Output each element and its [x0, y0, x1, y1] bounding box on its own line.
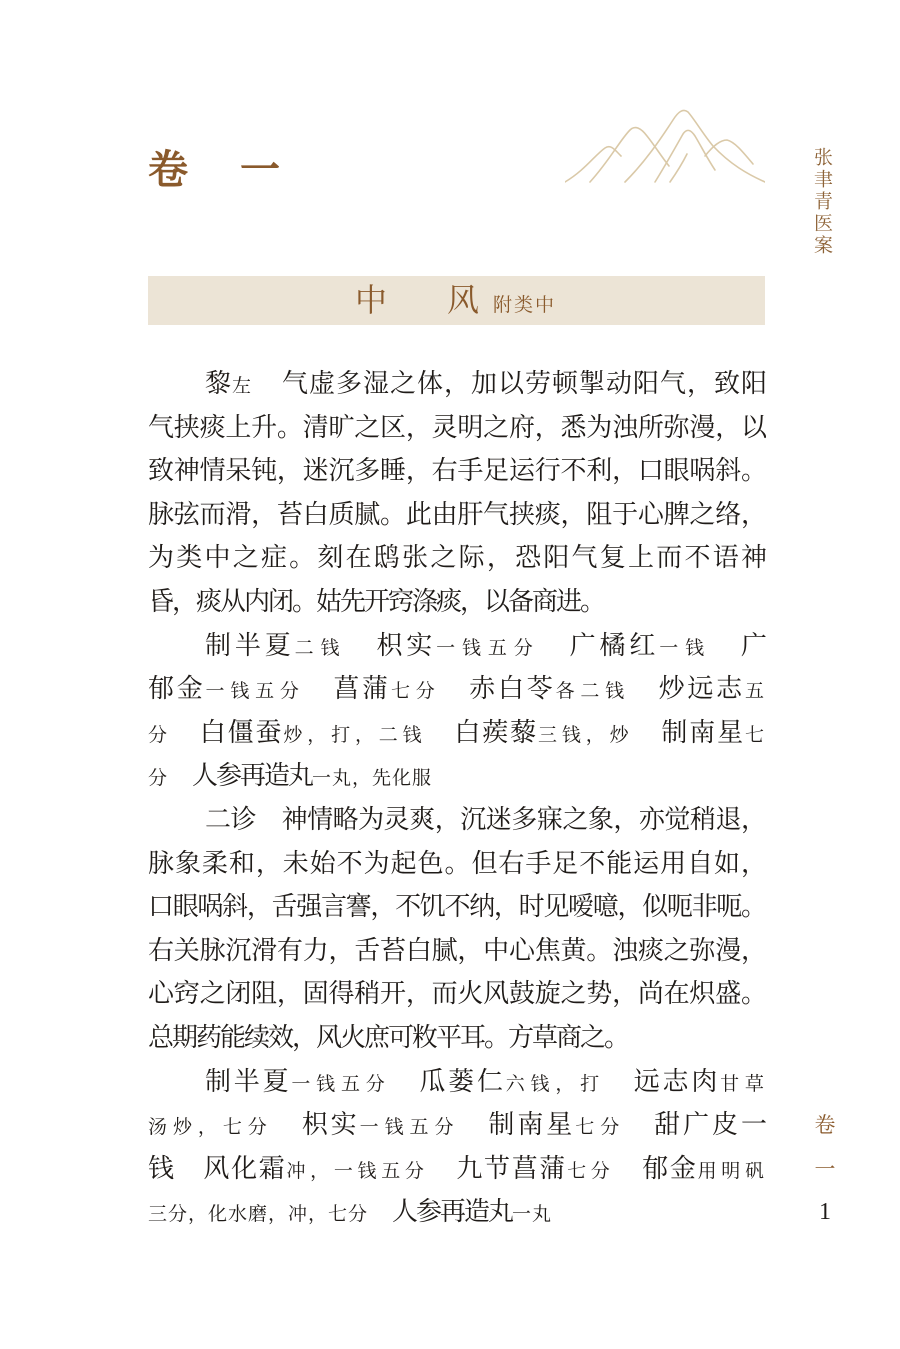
text-line [148, 494, 765, 538]
text-line [148, 973, 765, 1017]
annotation-note: 一钱五分 [436, 636, 540, 659]
main-text: 制南星 [633, 717, 745, 748]
text-line [148, 668, 765, 712]
paragraph [148, 1061, 765, 1235]
mountain-line [590, 128, 669, 182]
main-text: 为类中之症。刻在鸱张之际，恐阳气复上而不语神 [148, 543, 765, 574]
text-line [148, 625, 765, 669]
main-text: 瓜蒌仁 [390, 1066, 506, 1097]
text-line [148, 930, 765, 974]
text-line [148, 886, 765, 930]
annotation-note: 七分 [567, 1159, 615, 1182]
main-text: 制半夏 [205, 1066, 292, 1097]
text-line [148, 1191, 765, 1235]
main-text: 炒远志 [629, 674, 745, 705]
main-text: 昏，痰从内闭。姑先开窍涤痰，以备商进。 [148, 586, 605, 617]
main-text: 广橘红 [539, 630, 660, 661]
main-text: 郁金 [148, 674, 206, 705]
body-text [148, 363, 765, 1235]
annotation-note: 五 [744, 680, 765, 703]
text-line [148, 537, 765, 581]
main-text: 心窍之闭阻，固得稍开，而火风鼓旋之势，尚在炽盛。 [148, 979, 765, 1010]
annotation-note: 二钱 [294, 636, 347, 659]
main-text: 制南星 [459, 1110, 576, 1141]
main-text: 枳实 [272, 1110, 360, 1141]
paragraph [148, 625, 765, 799]
annotation-note: 一丸，先化服 [312, 767, 433, 790]
annotation-note: 冲，一钱五分 [286, 1159, 429, 1182]
annotation-note: 三分，化水磨，冲，七分 [148, 1203, 369, 1226]
main-text: 口眼㖞斜，舌强言謇，不饥不纳，时见嗳噫，似呃非呃。 [148, 892, 765, 923]
section-title: 中 风 [355, 281, 494, 319]
text-line [148, 1017, 765, 1061]
text-line [148, 450, 765, 494]
main-text: 甜广皮一 [625, 1110, 765, 1141]
annotation-note: 七分 [575, 1116, 626, 1139]
main-text: 二诊 神情略为灵爽，沉迷多寐之象，亦觉稍退， [205, 804, 765, 835]
annotation-note: 一钱五分 [205, 680, 305, 703]
main-text: 九节菖蒲 [428, 1153, 568, 1184]
mountain-ornament [565, 100, 765, 184]
text-line [148, 799, 765, 843]
annotation-note: 各二钱 [555, 680, 630, 703]
main-text: 脉象柔和，未始不为起色。但右手足不能运用自如， [148, 848, 765, 879]
annotation-note: 左 [232, 375, 255, 397]
main-text: 远志肉 [604, 1066, 721, 1097]
main-text: 脉弦而滑，苔白质腻。此由肝气挟痰，阻于心脾之络， [148, 499, 765, 530]
text-line [148, 755, 765, 799]
main-text: 人参再造丸 [368, 1197, 513, 1228]
volume-title: 卷 一 [148, 146, 286, 193]
annotation-note: 一丸 [512, 1203, 553, 1226]
page-footer [808, 1104, 842, 1235]
main-text: 枳实 [346, 630, 437, 661]
mountain-line [670, 154, 687, 182]
text-line [148, 1104, 765, 1148]
annotation-note: 一钱 [659, 636, 712, 659]
mountain-line [625, 110, 765, 182]
text-line [148, 407, 765, 451]
paragraph [148, 363, 765, 625]
footer-volume-label: 卷 [814, 1113, 836, 1137]
section-heading [355, 276, 556, 330]
annotation-note: 分 [148, 767, 169, 790]
main-text: 赤白苓 [440, 674, 556, 705]
text-line [148, 581, 765, 625]
main-text: 白僵蚕 [171, 717, 284, 748]
main-text: 制半夏 [205, 630, 295, 661]
text-line [148, 712, 765, 756]
main-text: 右关脉沉滑有力，舌苔白腻，中心焦黄。浊痰之弥漫， [148, 935, 765, 966]
main-text: 总期药能续效，风火庶可敉平耳。方草商之。 [148, 1022, 629, 1053]
annotation-note: 用明矾 [697, 1159, 765, 1182]
annotation-note: 一钱五分 [291, 1072, 391, 1095]
main-text: 广 [711, 630, 765, 661]
paragraph [148, 799, 765, 1061]
section-subtitle: 附类中 [493, 294, 557, 316]
main-text: 人参再造丸 [168, 761, 313, 792]
main-text: 气虚多湿之体，加以劳顿掣动阳气，致阳 [255, 369, 765, 399]
annotation-note: 七 [744, 723, 765, 746]
annotation-note: 汤炒，七分 [148, 1116, 273, 1139]
text-line [148, 1061, 765, 1105]
annotation-note: 分 [148, 723, 172, 746]
page-number: 1 [819, 1199, 831, 1226]
annotation-note: 甘草 [720, 1072, 765, 1095]
text-line [148, 843, 765, 887]
text-line [148, 363, 765, 407]
main-text: 风化霜 [175, 1153, 287, 1184]
main-text: 白蒺藜 [426, 717, 539, 748]
main-text: 钱 [148, 1153, 176, 1184]
main-text: 黎 [205, 369, 232, 399]
annotation-note: 炒，打，二钱 [283, 723, 427, 746]
main-text: 菖蒲 [304, 674, 391, 705]
main-text: 气挟痰上升。清旷之区，灵明之府，悉为浊所弥漫，以 [148, 412, 765, 443]
main-text: 郁金 [614, 1153, 698, 1184]
annotation-note: 六钱，打 [505, 1072, 605, 1095]
annotation-note: 三钱，炒 [538, 723, 634, 746]
text-line [148, 1148, 765, 1192]
running-head: 张聿青医案 [811, 147, 833, 257]
section-heading-band [148, 276, 765, 325]
annotation-note: 一钱五分 [359, 1116, 460, 1139]
footer-volume-number: 一 [814, 1156, 836, 1181]
main-text: 致神情呆钝，迷沉多睡，右手足运行不利，口眼㖞斜。 [148, 456, 765, 487]
annotation-note: 七分 [390, 680, 441, 703]
